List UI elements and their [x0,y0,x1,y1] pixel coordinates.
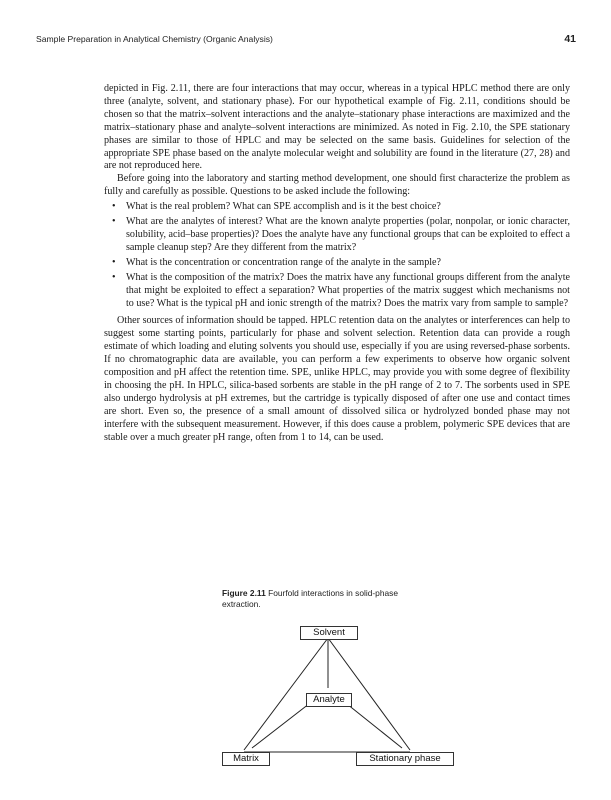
list-item-text: What is the composition of the matrix? Does the matrix have any functional groups different from the analyte that might be exploited to effect a separation? What properties of the matrix suggest which mechanisms not to use? What is the typical pH and ionic strength of the matrix? Does the matrix vary from sample to sample? [126,271,570,309]
edge-analyte-matrix [252,700,314,748]
body-text [104,83,570,444]
paragraph-1: depicted in Fig. 2.11, there are four interactions that may occur, whereas in a typical HPLC method there are only three (analyte, solvent, and stationary phase). For our hypothetical example of Fig. 2.11, conditions should be chosen so that the matrix–solvent interactions and the analyte–stationary phase interactions are maximized and the matrix–stationary phase and analyte–solvent interactions are minimized. As noted in Fig. 2.10, the SPE stationary phases are similar to those of HPLC and may be selected on the same basis. Guidelines for selection of the appropriate SPE phase based on the analyte molecular weight and solubility are found in the literature (27, 28) and are not reproduced here. [104,83,570,172]
running-head [36,34,576,44]
edge-analyte-stationary [342,700,402,748]
node-stationary-phase: Stationary phase [356,752,454,766]
node-analyte: Analyte [306,693,352,707]
running-title: Sample Preparation in Analytical Chemistry (Organic Analysis) [36,34,273,44]
list-item-text: What is the concentration or concentration range of the analyte in the sample? [126,256,442,268]
figure-2-11 [222,588,482,610]
bullet-icon: • [112,216,116,228]
list-item [112,216,570,255]
list-item [112,271,570,311]
node-matrix: Matrix [222,752,270,766]
list-item-text: What are the analytes of interest? What are the known analyte properties (polar, nonpolar, or ionic character, solubility, acid–base properties)? Does the analyte have any functional groups that can be exploited to effect a sample cleanup step? Are they different from the matrix? [126,216,570,253]
page-number: 41 [564,33,576,45]
list-item [112,256,570,270]
bullet-icon: • [112,271,116,283]
figure-caption [222,588,432,610]
interaction-diagram [222,620,462,770]
bullet-icon: • [112,201,116,213]
paragraph-2: Before going into the laboratory and starting method development, one should first characterize the problem as fully and carefully as possible. Questions to be asked include the following: [104,173,570,198]
node-solvent: Solvent [300,626,358,640]
paragraph-3: Other sources of information should be tapped. HPLC retention data on the analytes or interferences can help to suggest some starting points, particularly for phase and solvent selection. Retention data can provide a rough estimate of which loading and eluting solvents you should use, especially if you are using reversed-phase sorbents. If no chromatographic data are available, you can perform a few experiments to observe how organic solvent composition and pH affect the retention time. SPE, unlike HPLC, may provide you with some degree of flexibility in choosing the pH. In HPLC, silica-based sorbents are stable in the pH range of 2 to 7. The sorbents used in SPE also undergo hydrolysis at pH extremes, but the cartridge is typically disposed of after one use and contact times are short. Even so, the presence of a small amount of dissolved silica or hydrolyzed bonded phase may not interfere with the subsequent measurement. However, if this does cause a problem, polymeric SPE devices that are stable over a much greater pH range, often from 1 to 14, can be used. [104,315,570,443]
question-list [104,201,570,310]
list-item-text: What is the real problem? What can SPE accomplish and is it the best choice? [126,201,441,213]
figure-caption-text: Fourfold interactions in solid-phase extraction. [222,588,398,609]
bullet-icon: • [112,256,116,268]
list-item [112,201,570,214]
figure-label: Figure 2.11 [222,588,266,598]
